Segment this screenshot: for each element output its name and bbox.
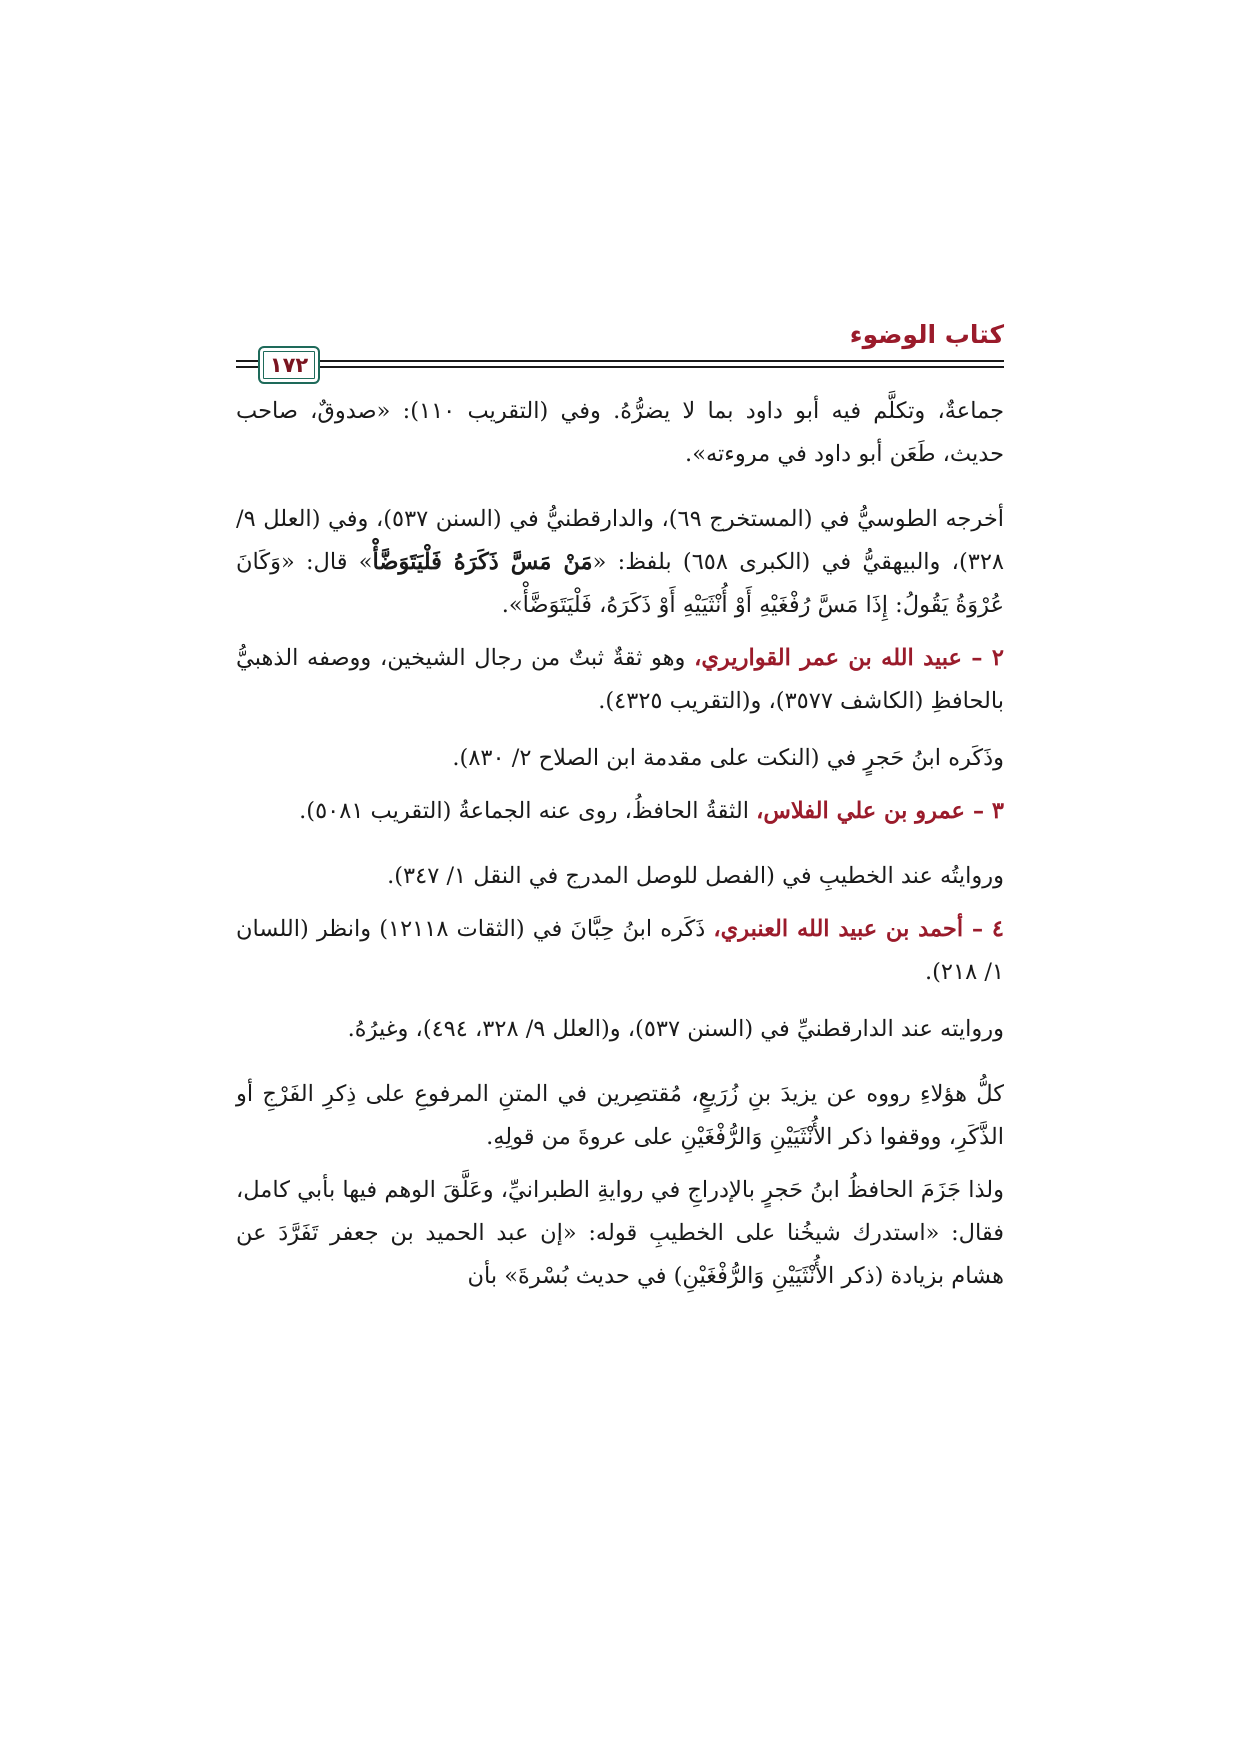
paragraph-text: وذَكَره ابنُ حَجرٍ في (النكت على مقدمة ابن الصلاح ٢/ ٨٣٠). xyxy=(452,745,1004,771)
page-header xyxy=(236,320,1004,378)
paragraph-daraqutni-note xyxy=(236,1008,1004,1051)
header-rule-bottom xyxy=(280,366,1004,368)
paragraph-text: ولذا جَزَمَ الحافظُ ابنُ حَجرٍ بالإدراجِ في روايةِ الطبرانيِّ، وعَلَّقَ الوهم فيها بأبي كامل، فقال: «استدرك شيخُنا على الخطيبِ قوله: «إن عبد الحميد بن جعفر تَفَرَّدَ عن هشام بزيادة (ذكر الأُنْثَيَيْنِ وَالرُّفْغَيْنِ) في حديث بُسْرةَ» بأن xyxy=(236,1177,1004,1289)
paragraph-text: جماعةٌ، وتكلَّم فيه أبو داود بما لا يضرُّهُ. وفي (التقريب ١١٠): «صدوقٌ، صاحب حديث، طَعَن أبو داود في مروءته». xyxy=(236,398,1004,467)
narrator-name: ٤ – أحمد بن عبيد الله العنبري، xyxy=(713,916,1004,942)
header-rule-left-top xyxy=(236,360,258,362)
paragraph-narrator-3 xyxy=(236,790,1004,833)
header-rule-left-bottom xyxy=(236,366,258,368)
paragraph-text: الثقةُ الحافظُ، روى عنه الجماعةُ (التقريب ٥٠٨١). xyxy=(299,798,757,824)
paragraph-idraj xyxy=(236,1169,1004,1298)
paragraph-text: كلُّ هؤلاءِ رووه عن يزيدَ بنِ زُرَيعٍ، مُقتصِرين في المتنِ المرفوعِ على ذِكرِ الفَرْجِ أو الذَّكَرِ، ووقفوا ذكر الأُنْثَيَيْنِ وَالرُّفْغَيْنِ على عروةَ من قولِهِ. xyxy=(236,1081,1004,1150)
paragraph-text: وهو ثقةٌ ثبتٌ من رجال الشيخين، ووصفه الذهبيُّ بالحافظِ (الكاشف ٣٥٧٧)، و(التقريب ٤٣٢٥). xyxy=(236,645,1004,714)
page-number-badge: ١٧٢ xyxy=(258,346,320,384)
header-rule-top xyxy=(280,360,1004,362)
paragraph-text: ذَكَره ابنُ حِبَّانَ في (الثقات ١٢١١٨) وانظر (اللسان ١/ ٢١٨). xyxy=(236,916,1004,985)
page-body xyxy=(236,390,1004,1312)
paragraph-text: وروايته عند الدارقطنيِّ في (السنن ٥٣٧)، و(العلل ٩/ ٣٢٨، ٤٩٤)، وغيرُهُ. xyxy=(347,1016,1004,1042)
narrator-name: ٣ – عمرو بن علي الفلاس، xyxy=(756,798,1004,824)
paragraph-narrator-4 xyxy=(236,908,1004,994)
paragraph-text-pre: أخرجه الطوسيُّ في (المستخرج ٦٩)، والدارقطنيُّ في (السنن ٥٣٧)، وفي (العلل ٩/ ٣٢٨)، والبيهقيُّ في (الكبرى ٦٥٨) بلفظ: « xyxy=(236,506,1004,575)
hadith-text: مَنْ مَسَّ ذَكَرَهُ فَلْيَتَوَضَّأْ xyxy=(372,549,593,575)
paragraph-summary xyxy=(236,1073,1004,1159)
paragraph-narrator-2 xyxy=(236,637,1004,723)
paragraph-narrator-note xyxy=(236,390,1004,476)
paragraph-takhrij xyxy=(236,498,1004,627)
paragraph-text: وروايتُه عند الخطيبِ في (الفصل للوصل المدرج في النقل ١/ ٣٤٧). xyxy=(387,863,1004,889)
paragraph-text-post: » قال: «وَكَانَ عُرْوَةُ يَقُولُ: إِذَا مَسَّ رُفْغَيْهِ أَوْ أُنْثَيَيْهِ أَوْ ذَكَرَهُ، فَلْيَتَوَضَّأْ». xyxy=(236,549,1004,618)
running-title: كتاب الوضوء xyxy=(849,320,1004,349)
narrator-name: ٢ – عبيد الله بن عمر القواريري، xyxy=(694,645,1005,671)
paragraph-khatib-note xyxy=(236,855,1004,898)
paragraph-ibn-hajar-note xyxy=(236,737,1004,780)
